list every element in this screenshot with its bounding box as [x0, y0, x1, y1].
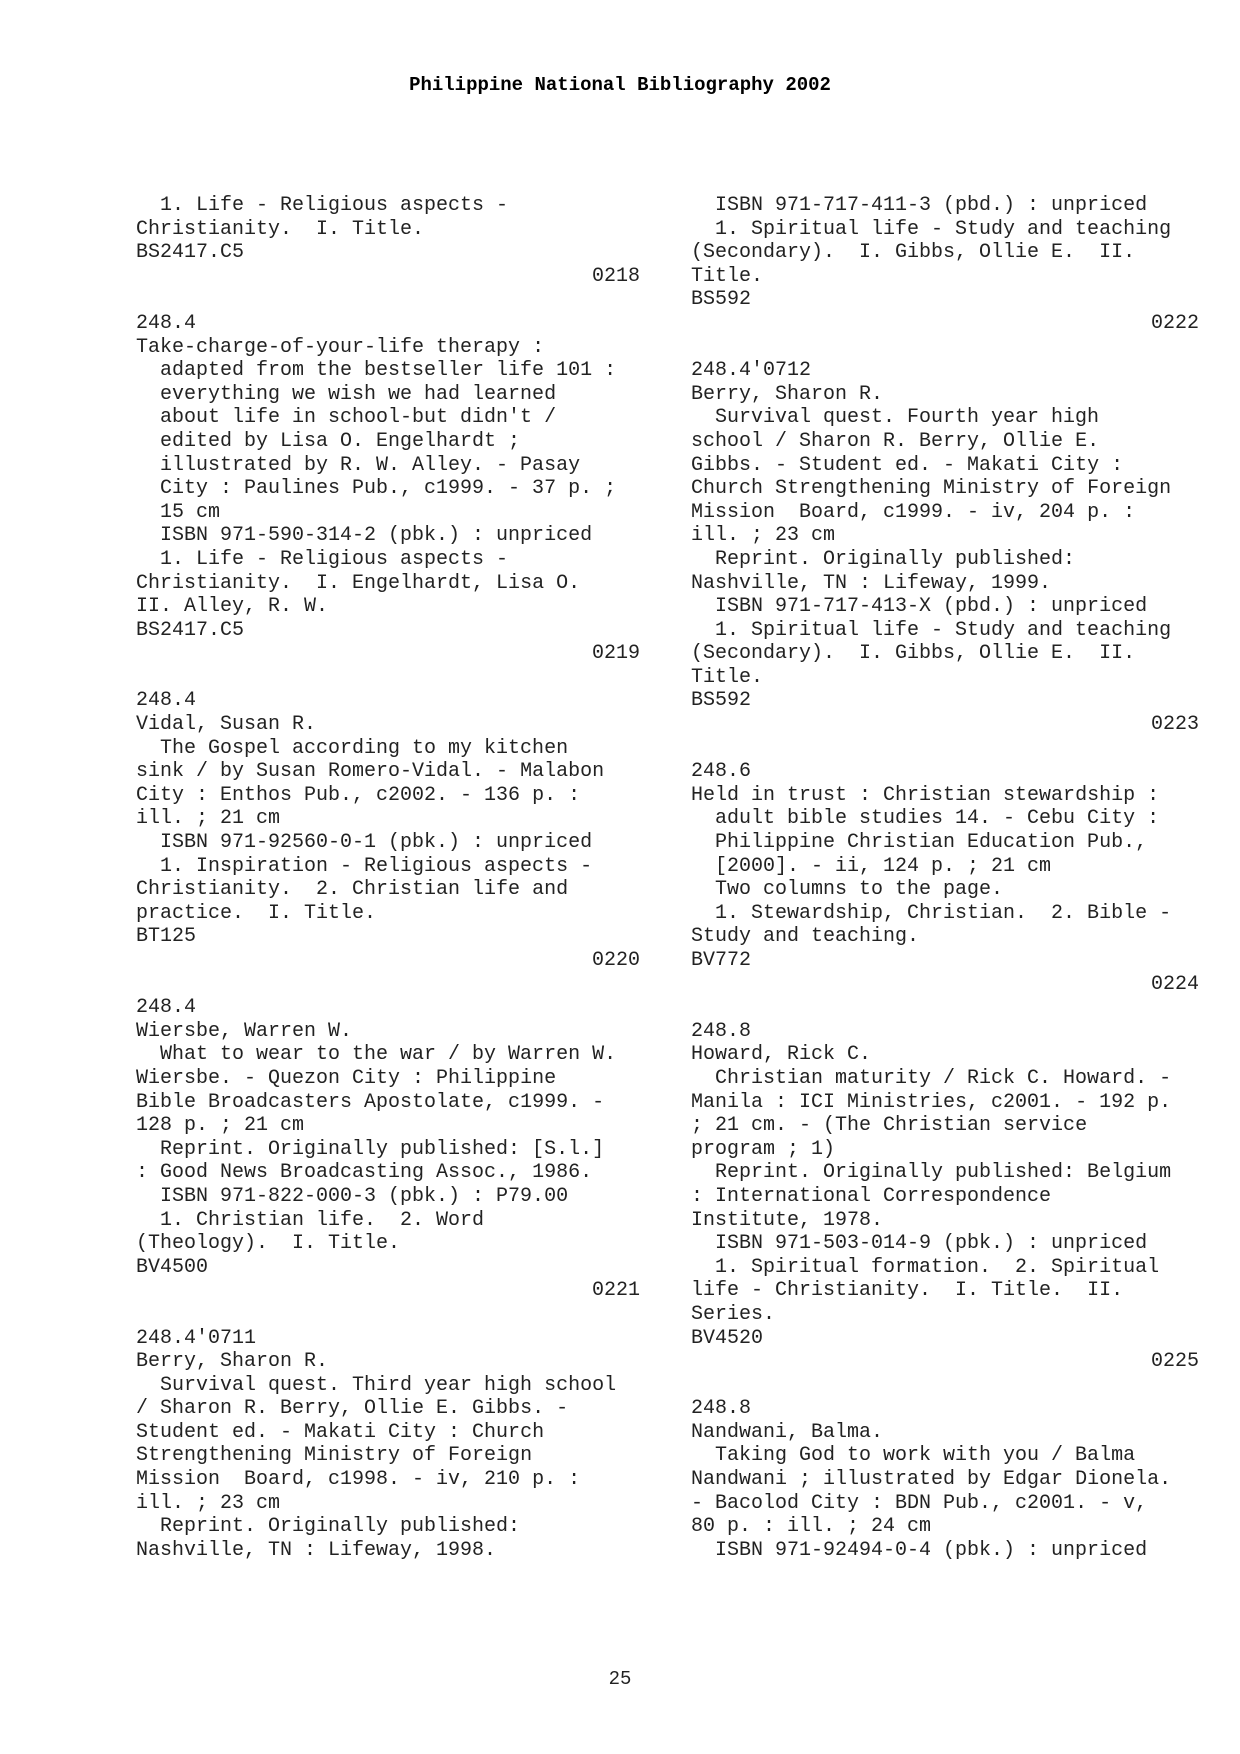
entry-line: What to wear to the war / by Warren W. — [160, 1043, 617, 1067]
entry-line: Wiersbe, Warren W. — [136, 1019, 353, 1043]
entry-line: 1. Christian life. 2. Word — [160, 1208, 485, 1232]
entry-line: - Bacolod City : BDN Pub., c2001. - v, — [691, 1491, 1148, 1515]
entry-line: (Secondary). I. Gibbs, Ollie E. II. — [691, 642, 1136, 666]
entry-line: (Secondary). I. Gibbs, Ollie E. II. — [691, 241, 1136, 265]
entry-line: Berry, Sharon R. — [136, 1350, 329, 1374]
entry-line: ; 21 cm. - (The Christian service — [691, 1114, 1088, 1138]
entry-line: BT125 — [136, 925, 197, 949]
entry-line: : International Correspondence — [691, 1184, 1052, 1208]
entry-line: 248.8 — [691, 1397, 752, 1421]
entry-line: BS2417.C5 — [136, 618, 245, 642]
entry-line: Held in trust : Christian stewardship : — [691, 783, 1160, 807]
entry-line: BV4520 — [691, 1326, 764, 1350]
entry-line: Strengthening Ministry of Foreign — [136, 1444, 533, 1468]
entry-line: Survival quest. Third year high school — [160, 1373, 617, 1397]
entry-line: Manila : ICI Ministries, c2001. - 192 p. — [691, 1090, 1172, 1114]
left-column — [136, 194, 640, 1562]
entry-line: Institute, 1978. — [691, 1208, 884, 1232]
entry-line: sink / by Susan Romero-Vidal. - Malabon — [136, 760, 605, 784]
entry-line: Christianity. 2. Christian life and — [136, 878, 569, 902]
entry-line: everything we wish we had learned — [160, 382, 557, 406]
entry-line: Taking God to work with you / Balma — [715, 1444, 1136, 1468]
entry-line: 80 p. : ill. ; 24 cm — [691, 1515, 932, 1539]
entry-line: practice. I. Title. — [136, 901, 377, 925]
entry-line: 128 p. ; 21 cm — [136, 1114, 305, 1138]
entry-line: Nandwani, Balma. — [691, 1420, 884, 1444]
entry-line: Philippine Christian Education Pub., — [715, 831, 1148, 855]
entry-line: Nashville, TN : Lifeway, 1998. — [136, 1538, 497, 1562]
blank-line — [691, 1374, 1199, 1398]
record-number: 0225 — [1150, 1350, 1199, 1374]
entry-line: BV772 — [691, 949, 752, 972]
blank-line — [136, 973, 640, 997]
entry-line: about life in school-but didn't / — [160, 406, 557, 430]
entry-line: Nashville, TN : Lifeway, 1999. — [691, 571, 1052, 595]
entry-line: 1. Stewardship, Christian. 2. Bible - — [715, 901, 1172, 925]
blank-line — [136, 1303, 640, 1327]
blank-line — [691, 996, 1199, 1020]
entry-line: 1. Spiritual life - Study and teaching — [715, 618, 1172, 642]
page-title: Philippine National Bibliography 2002 — [409, 74, 831, 96]
entry-line: Mission Board, c1998. - iv, 210 p. : — [136, 1468, 581, 1492]
record-number: 0218 — [591, 264, 640, 288]
entry-line: Gibbs. - Student ed. - Makati City : — [691, 453, 1124, 477]
entry-line: school / Sharon R. Berry, Ollie E. — [691, 429, 1100, 453]
entry-line: 248.4'0712 — [691, 359, 812, 383]
record-number: 0220 — [591, 949, 640, 972]
entry-line: Student ed. - Makati City : Church — [136, 1420, 545, 1444]
entry-line: Series. — [691, 1302, 776, 1326]
blank-line — [136, 666, 640, 690]
entry-line: Take-charge-of-your-life therapy : — [136, 335, 545, 359]
record-number: 0223 — [1150, 713, 1199, 737]
record-number: 0219 — [591, 642, 640, 666]
entry-line: 1. Life - Religious aspects - — [160, 547, 509, 571]
entry-line: II. Alley, R. W. — [136, 595, 329, 619]
entry-line: Christianity. I. Engelhardt, Lisa O. — [136, 571, 581, 595]
blank-line — [136, 288, 640, 312]
entry-line: : Good News Broadcasting Assoc., 1986. — [136, 1161, 593, 1185]
entry-line: 248.4 — [136, 996, 197, 1020]
entry-line: program ; 1) — [691, 1137, 836, 1161]
entry-line: Reprint. Originally published: — [160, 1515, 521, 1539]
entry-line: City : Paulines Pub., c1999. - 37 p. ; — [160, 477, 617, 501]
entry-line: 248.4 — [136, 311, 197, 335]
entry-line: Reprint. Originally published: — [715, 547, 1076, 571]
entry-line: Title. — [691, 665, 764, 689]
record-number: 0224 — [1150, 972, 1199, 996]
entry-line: ISBN 971-92560-0-1 (pbk.) : unpriced — [160, 831, 593, 855]
entry-line: Church Strengthening Ministry of Foreign — [691, 477, 1172, 501]
entry-line: Mission Board, c1999. - iv, 204 p. : — [691, 500, 1136, 524]
entry-line: Survival quest. Fourth year high — [715, 406, 1100, 430]
record-number: 0221 — [591, 1279, 640, 1303]
entry-line: Reprint. Originally published: Belgium — [715, 1161, 1172, 1185]
entry-line: life - Christianity. I. Title. II. — [691, 1279, 1124, 1303]
entry-line: Vidal, Susan R. — [136, 713, 317, 737]
entry-line: adapted from the bestseller life 101 : — [160, 359, 617, 383]
entry-line: 248.4 — [136, 689, 197, 713]
entry-line: BV4500 — [136, 1255, 209, 1279]
right-column — [691, 194, 1199, 1562]
entry-line: Wiersbe. - Quezon City : Philippine — [136, 1066, 557, 1090]
entry-line: Bible Broadcasters Apostolate, c1999. - — [136, 1090, 605, 1114]
entry-line: The Gospel according to my kitchen — [160, 736, 569, 760]
entry-line: Study and teaching. — [691, 925, 920, 949]
entry-line: ill. ; 23 cm — [136, 1491, 281, 1515]
entry-line: Berry, Sharon R. — [691, 382, 884, 406]
blank-line — [691, 336, 1199, 360]
entry-line: BS592 — [691, 689, 752, 713]
entry-line: ISBN 971-590-314-2 (pbk.) : unpriced — [160, 524, 593, 548]
entry-line: Christianity. I. Title. — [136, 217, 425, 241]
page-number: 25 — [608, 1668, 632, 1690]
entry-line: 1. Spiritual formation. 2. Spiritual — [715, 1255, 1160, 1279]
entry-line: ill. ; 23 cm — [691, 524, 836, 548]
entry-line: 15 cm — [160, 500, 221, 524]
entry-line: 1. Spiritual life - Study and teaching — [715, 217, 1172, 241]
entry-line: ISBN 971-503-014-9 (pbk.) : unpriced — [715, 1232, 1148, 1256]
entry-line: BS2417.C5 — [136, 241, 245, 265]
entry-line: illustrated by R. W. Alley. - Pasay — [160, 453, 581, 477]
entry-line: [2000]. - ii, 124 p. ; 21 cm — [715, 854, 1052, 878]
entry-line: BS592 — [691, 288, 752, 312]
entry-line: 248.4'0711 — [136, 1326, 257, 1350]
entry-line: ISBN 971-717-413-X (pbd.) : unpriced — [715, 595, 1148, 619]
entry-line: 1. Inspiration - Religious aspects - — [160, 854, 593, 878]
entry-line: ISBN 971-717-411-3 (pbd.) : unpriced — [715, 194, 1148, 217]
entry-line: City : Enthos Pub., c2002. - 136 p. : — [136, 783, 581, 807]
entry-line: adult bible studies 14. - Cebu City : — [715, 807, 1160, 831]
entry-line: edited by Lisa O. Engelhardt ; — [160, 429, 521, 453]
entry-line: (Theology). I. Title. — [136, 1232, 401, 1256]
entry-line: Howard, Rick C. — [691, 1043, 872, 1067]
entry-line: Christian maturity / Rick C. Howard. - — [715, 1066, 1172, 1090]
entry-line: Two columns to the page. — [715, 878, 1004, 902]
entry-line: ISBN 971-822-000-3 (pbk.) : P79.00 — [160, 1184, 569, 1208]
entry-line: / Sharon R. Berry, Ollie E. Gibbs. - — [136, 1397, 569, 1421]
record-number: 0222 — [1150, 311, 1199, 335]
entry-line: 248.6 — [691, 760, 752, 784]
entry-line: 248.8 — [691, 1019, 752, 1043]
entry-line: Title. — [691, 264, 764, 288]
entry-line: Reprint. Originally published: [S.l.] — [160, 1137, 605, 1161]
entry-line: ill. ; 21 cm — [136, 807, 281, 831]
entry-line: ISBN 971-92494-0-4 (pbk.) : unpriced — [715, 1538, 1148, 1562]
entry-line: 1. Life - Religious aspects - — [160, 194, 509, 217]
blank-line — [691, 737, 1199, 761]
entry-line: Nandwani ; illustrated by Edgar Dionela. — [691, 1468, 1172, 1492]
